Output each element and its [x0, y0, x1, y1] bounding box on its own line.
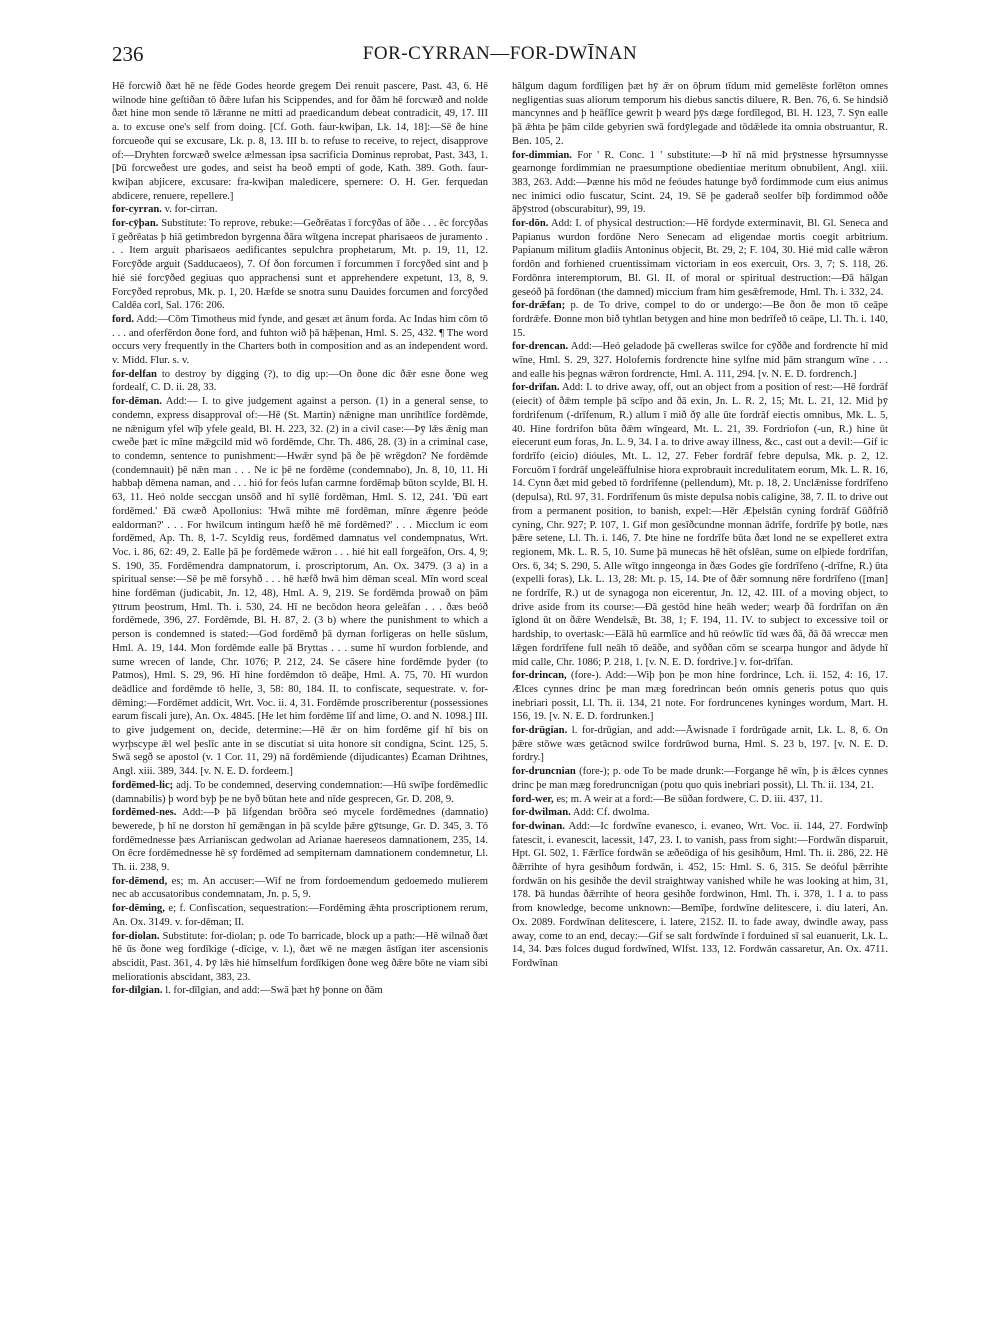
dictionary-entry	[112, 930, 488, 985]
entry-headword: for-drūgian.	[512, 725, 568, 737]
dictionary-entry	[112, 80, 488, 203]
entry-headword: fordēmed-lic;	[112, 779, 174, 791]
entry-text: (fore-). Add:—Wiþ þon þe mon hine fordrince, Lch. ii. 152, 4: 16, 17. Ælces cynnes drinc þe man mæg foredrincan beón omnis generis potus quo quis inebriari possit, Ll. Th. ii. 134, 21 note. For fordruncenes kyninges wordum, Mart. H. 156, 19. [v. N. E. D. fordrunken.]	[512, 670, 888, 723]
dictionary-entry	[112, 217, 488, 313]
entry-headword: for-dōn.	[512, 218, 549, 230]
entry-headword: ford-wer,	[512, 793, 554, 805]
dictionary-entry	[512, 820, 888, 971]
entry-headword: for-dēming,	[112, 903, 165, 915]
entry-text: v. for-cirran.	[164, 204, 218, 216]
entry-headword: for-cȳþan.	[112, 218, 159, 230]
dictionary-entry	[512, 149, 888, 218]
entry-text: hālgum dagum fordīligen þæt hȳ ǣr on ōþrum tīdum mid gemelēste forlēton omnes negligentias suas aliorum temporum his diebus sanctis diluere, R. Ben. 76, 6. Se hindsið mancynnes and þ heāflīce gewrit þ weard þȳs dæge fordīlegod, Bl. H. 123, 7. Sȳn ealle þā ǣhta þe þām cilde gebyrien swā fordȳlegade and tōdǣlede ita omnia obstruantur, R. Ben. 105, 2.	[512, 81, 888, 147]
dictionary-entry	[512, 80, 888, 149]
dictionary-entry	[112, 395, 488, 779]
entry-text: Add:—Þ þā lifgendan brōðra seó mycele fordēmednes (damnatio) bewerede, þ hī ne dorston hī gemǣngan in þā scylde þǣre gȳtsunge, Gr. D. 345, 3. Tō fordēmednesse þæs Arrianiscan gedwolan ad Arianae haereseos damnationem, 235, 14. On ēcre fordēmednesse hē sȳ fordēmed ad sempiternam damnationem condemnetur, Ll. Th. ii. 238, 9.	[112, 807, 488, 874]
entry-headword: for-drincan,	[512, 670, 567, 682]
page-header	[112, 42, 888, 66]
right-column	[512, 80, 888, 1310]
dictionary-entry	[112, 984, 488, 998]
entry-text: e; f. Confiscation, sequestration:—Fordēming ǣhta proscriptionem rerum, An. Ox. 3149. v. for-dēman; II.	[112, 903, 488, 928]
page-number: 236	[112, 42, 144, 66]
entry-headword: ford.	[112, 313, 135, 325]
entry-headword: for-diolan.	[112, 930, 160, 942]
entry-headword: for-drīfan.	[512, 382, 560, 394]
entry-headword: for-delfan	[112, 368, 157, 380]
entry-text: l. for-drūgian, and add:—Āwisnade ī fordrūgade arnit, Lk. L. 8, 6. On þǣre stōwe wæs getācnod swilce fordrūwod burna, Hml. S. 23 b, 197. [v. N. E. D. fordry.]	[512, 725, 888, 764]
entry-text: Add:—Ic fordwīne evanesco, i. evaneo, Wrt. Voc. ii. 144, 27. Fordwīnþ fatescit, i. evanescit, lacessit, 147, 23. I. to vanish, pass from sight:—Fordwān disparuit, Hpt. Gl. 502, 1. Fǣrlīce fordwān se æðeōdiga of his gesihðum, Hml. Th. ii. 286, 22. Hē ðǣrrihte of hyra gesihðum fordwān, i. 452, 15: Hml. S. 6, 315. Se deóful þǣrrihte fordwān on his gesihðe the devil straightway vanished while he was looking at him, 31, 178. Þā hundas ðǣrrihte of heora gesihðe fordwinon, Hml. Th. i. 378, 1. I a. to pass from knowledge, become unknown:—Bemīþe, fordwīne delitescere, i. diu lateri, An. Ox. 2089. Fordwīnan delitescere, i. latere, 2152. II. to fade away, dwindle away, pass away, come to an end, decay:—Gif se salt fordwīnde ī forduined sī sal euanuerit, Lk. L. 14, 34. Þæs folces dugud fordwīned, Wlfst. 133, 12. Fordwān cassaretur, An. Ox. 4711. Fordwīnan	[512, 820, 888, 969]
dictionary-entry	[512, 806, 888, 820]
entry-text: Add: I. to drive away, off, out an object from a position of rest:—Hē fordrāf (eiecit) of ðǣm temple þā scīpo and ðā exin, Jn. L. R. 2, 15; Mt. L. 21, 12. Mid þȳ fordrifenum (-drīfenum, R.) allum ī mið ðȳ alle ūte fordrāf eiectis omnibus, Mk. L. 5, 40. Hine fordrifon būta ðǣm wīngeard, Mt. L. 21, 39. Fordriofon (-un, R.) hine ūt eiecerunt eum foras, Jn. L. 9, 34. I a. to drive away illness, &c., cast out a devil:—Gif ic fordrīfo (eicio) dióules, Mt. L. 12, 27. Feber fordrāf febre depulsa, Mk. p. 2, 12. Forcuōm ī fordrāf ungeleāffulnise hiora exprobrauit incredulitatem eorum, Mk. L. R. 16, 14. Cynn ðæt mid gebed tō fordrīfenne (pellendum), Mt. p. 18, 2. Unclǣnisse fordrīfeno (depulsa), Rtl. 97, 31. Fordrīfenum ūs miste depulsa nobis caligine, 38, 7. II. to drive out from a permanent position, to banish, expel:—Hēr Æþelstān cyning fordrāf Gūðfrið cyning, Chr. 927; P. 107, 1. Gif mon gesīðcundne monnan ādrīfe, fordrīfe þȳ botle, næs þǣre setene, Ll. Th. i. 146, 7. Þte hine ne fordrīfe būta ðæt lond ne se expelleret extra regionem, Mk. L. R. 5, 10. Sume þā munecas hē hēt ofslēan, sume on elþiede fordrīfan, Ors. 6, 34; S. 290, 5. Alle wītgo inngeonga in ðæs Godes gīe fordrīfeno (-drīfne, R.) ūta (expelli foras), Lk. L. 13, 28: Mt. p. 15, 14. Þte of ðǣr somnung nēre fordrīfeno ([man] ne fordrīfe, R.) ut de synagoga non eicerentur, Jn. 12, 42. III. of a moving object, to drive aside from its course:—Ðā gestōd hine heāh weder; wearþ ðā fordrīfan on ǣn īglond ūt on ðǣre Wendelsǣ, Bt. 38, 1; F. 194, 11. IV. to subject to excessive toil or hardship, to overtask:—Eālā hū earmlīce and hū reówlīc tīd wæs ðā, ðā ðā wreccæ men lǣgen fordrīfene full neāh tō deāðe, and syððan cōm se scearpa hungor and ādyde hī mid calle, Chr. 1086; P. 218, 1. [v. N. E. D. fordrive.] v. for-drīfan.	[512, 382, 888, 668]
entry-text: Add: Cf. dwolma.	[572, 807, 650, 819]
entry-headword: for-dīlgian.	[112, 985, 163, 997]
entry-text: p. de To drive, compel to do or undergo:—Be ðon ðe mon tō ceāpe fordrǣfe. Ðonne mon bið tyhtlan betygen and hine mon bedrīfeð tō ceāpe, Ll. Th. i. 140, 15.	[512, 300, 888, 339]
dictionary-entry	[512, 765, 888, 792]
entry-headword: for-drencan.	[512, 341, 569, 353]
entry-text: (fore-); p. ode To be made drunk:—Forgange hē wīn, þ is ǣlces cynnes drinc þe man mæg foredruncnigan (potu quo quis inebriari possit), Ll. Th. ii. 134, 21.	[512, 766, 888, 791]
dictionary-entry	[112, 203, 488, 217]
entry-headword: for-druncnian	[512, 766, 576, 778]
dictionary-entry	[512, 340, 888, 381]
entry-text: Add:— I. to give judgement against a person. (1) in a general sense, to condemn, express disapproval of:—Hē (St. Martin) nǣnigne man unrihtlīce fordēmde, ne nǣnigum yfel wīþ yfele geald, Bl. H. 223, 32. (2) in a civil case:—Þȳ lǣs ǣnig man cweðe þæt ic mīne mǣgcild mid wō fordēmde, Chr. Th. 486, 28. (3) in a criminal case, to condemn, sentence to punishment:—Hwǣr synd þā ðe þē wrēgdon? Ne fordēmde (condemnauit) þē nǣn man . . . Ne ic þē ne fordēme (condemnabo), Jn. 8, 10, 11. Hi habbaþ dēmena naman, and . . . hió for feós lufan carmne fordēmaþ būton scylde, Bl. H. 63, 11. Heó nolde seccgan unsōð and hī syllē fordēman, Hml. S. 12, 241. 'Ðū eart fordēmed.' Ðā cwæð Apollonius: 'Hwā mihte mē fordēman, mīnre ǣgenre þeóde ealdorman?' . . . For hwilcum intingum hæfð hē mē fordēmed?' . . . Micclum ic eom fordēmed, Ap. Th. 8, 1-7. Scyldig reus, fordēmed damnatus vel condempnatus, Wrt. Voc. i. 86, 62: 49, 2. Ealle þā þe fordēmede wǣron . . . hié hit eall forgeāfon, Ors. 4, 9; S. 190, 35. Fordēmendra dampnatorum, i. proscriptorum, An. Ox. 3479. (3 a) in a spiritual sense:—Sē þe mē forsyhð . . . hē hæfð hwā him dēman sceal. Mīn word sceal hine fordēman (judicabit, Jn. 12, 48), Hml. A. 9, 219. Se fordēmda þrowað on þām ȳttrum þeostrum, Hml. Th. i. 530, 24. Hī ne becōdon heora geleāfan . . . ðæs beóð fordēmede, 396, 27. Fordēmde, Bl. H. 87, 2. (3 b) where the punishment to which a person is condemned is stated:—God fordēmð þā dyrnan forligeras on helle sūslum, Hml. A. 19, 144. Mon fordēmde ealle þā Bryttas . . . sume hī wurdon forblende, and sume wrecen of lande, Chr. 1076; P. 212, 24. Se cāsere hine fordēmde þyder (to Patmos), Hml. S. 29, 96. Hī hine fordēmdon tō deāþe, Hml. A. 75, 70. Hī wurdon deādlice and fordēmde tō helle, 3, 58: 80, 184. II. to confiscate, sequestrate. v. for-dēming:—Fordēmet addicit, Wrt. Voc. ii. 4, 31. Fordēmde proscriberentur (possessiones earum fiscali jure), An. Ox. 4845. [He let him fordēme līf and lime, O. and N. 1098.] III. to give judgement on, decide, determine:—Hē ǣr on him fordēme gif hī bis on wyrþscype ǣl wel þeslīc ante in se discutiat si uita honore sit condigna, Scint. 125, 5. Swā segð se apostol (v. 1 Cor. 11, 29) nā fordēmiende (dijudicantes) Ēcaman Drihtnes, Angl. xiii. 389, 344. [v. N. E. D. fordeem.]	[112, 396, 488, 778]
running-head: FOR-CYRRAN—FOR-DWĪNAN	[362, 43, 638, 64]
entry-text: Substitute: To reprove, rebuke:—Geðrēatas ī forcȳðas of āðe . . . ēc forcȳðas ī geðrēatas þ hiā getimbredon byrgenna ðāra wītgena increpat pharisaeos de juramento . . . Item arguit pharisaeos aedificantes sepulchra prophetarum, Mt. p. 19, 11, 12. Forcȳðde arguit (Sadducaeos), 7. Of ðon forcumen ī forcummen ī forcȳðed sint and þ hié sié forcȳðed gegiuas quo apprachensi sunt et apprehendere expetunt, 13, 8, 9. Forcȳðed reprobus, Mk. p. 1, 20. Hæfde se snotra sunu Dauides forcumen and forcȳðed Caldēa corl, Sal. 176: 206.	[112, 218, 488, 312]
dictionary-entry	[112, 902, 488, 929]
entry-text: Add:—Cōm Timotheus mid fynde, and gesæt æt ānum forda. Ac Indas him cōm tō . . . and oferfērdon ðone ford, and fuhton wið þā hǣþenan, Hml. S. 25, 432. ¶ The word occurs very frequently in the Charters both in composition and as an independent word. v. Midd. Flur. s. v.	[112, 313, 488, 367]
entry-text: Hē forcwið ðæt hē ne fēde Godes heorde gregem Dei renuit pascere, Past. 43, 6. Hē wilnode hine geſtiðan tō ðǣre lufan his Scippendes, and for ðām hē forcwæð and nolde ðæt hine mon sende tō lǣranne ne mitti ad praedicandum debeat contradicit, 49, 17. III a. to excuse one's self from doing. [Cf. Goth. faur-kwiþan, Lk. 14, 18]:—Sē ðe hine forcueoðe qui se excusare, Lk. p. 8, 13. III b. to refuse to receive, to reject, disapprove of:—Dryhten forcwæð swelce ælmessan ipsa sacrificia Dominus reprobat, Past. 343, 1. [Þū forcweðest ure godes, and seist ha beoð empti of gode, Kath. 389. Goth. faur-kwiþan abjicere, excusare: fra-kwiþan maledicere, spernere: O. H. Ger. ferquedan abdicere, renuere, repellere.]	[112, 81, 488, 202]
entry-text: Substitute: for-diolan; p. ode To barricade, block up a path:—Hē wilnað ðæt hē ūs ðone weg fordīkige (-dīcige, v. l.), ðæt wē ne mægen āstīgan iter ascensionis abscidit, Past. 361, 4. Þȳ lǣs hié hīmselfum fordīkigen ðone weg ðǣre bōte ne viam sibi meliorationis abscidant, 383, 23.	[112, 930, 488, 983]
dictionary-entry	[112, 313, 488, 368]
entry-headword: fordēmed-nes.	[112, 807, 177, 819]
dictionary-entry	[512, 669, 888, 724]
entry-text: For ' R. Conc. 1 ' substitute:—Þ hī nā mid þrȳstnesse hȳrsumnysse gearnonge fordimmian ne praesumptione obedientiae meritum obnubilent, Angl. xiii. 383, 263. Add:—Þænne his mōd ne feóudes hatunge byð fordimmode cum eius animus nec inimici odio fuscatur, Scint. 24, 19. Sē þe gaderað seolfer bīþ fordimmod oððe āþȳstrod (obscurabitur), 99, 19.	[512, 149, 888, 216]
left-column	[112, 80, 488, 1310]
dictionary-entry	[512, 381, 888, 669]
entry-text: es; m. A weir at a ford:—Be sūðan fordwere, C. D. iii. 437, 11.	[556, 793, 823, 805]
dictionary-entry	[512, 793, 888, 807]
dictionary-entry	[512, 299, 888, 340]
dictionary-entry	[112, 779, 488, 806]
entry-text: to destroy by digging (?), to dig up:—On ðone dic ðǣr esne ðone weg fordealf, C. D. ii. 28, 33.	[112, 368, 488, 394]
entry-text: Add:—Heó geladode þā cwelleras swilce for cȳððe and fordrencte hī mid wīne, Hml. S. 29, 327. Holofernis fordrencte hine sylfne mid þām strangum wīne . . . and ealle his þegnas wǣron fordrencte, Hml. A. 111, 294. [v. N. E. D. fordrench.]	[512, 341, 888, 380]
entry-headword: for-dwinan.	[512, 820, 565, 832]
entry-text: es; m. An accuser:—Wif ne from fordoemendum gedoemedo mulierem nec ab accusatoribus condemnatam, Jn. p. 5, 9.	[112, 875, 488, 901]
dictionary-entry	[512, 724, 888, 765]
entry-headword: for-dēman.	[112, 396, 162, 408]
dictionary-entry	[112, 368, 488, 395]
entry-headword: for-cyrran.	[112, 204, 162, 216]
dictionary-entry	[112, 806, 488, 875]
dictionary-entry	[112, 875, 488, 902]
entry-headword: for-dwilman.	[512, 807, 571, 819]
entry-text: adj. To be condemned, deserving condemnation:—Hū swīþe fordēmedlic (damnabilis) þ word byþ þe ne byð būtan hete and nīde gesprecen, Gr. D. 208, 9.	[112, 779, 488, 805]
entry-headword: for-drǣfan;	[512, 300, 566, 312]
entry-headword: for-dēmend,	[112, 875, 168, 887]
entry-text: l. for-dīlgian, and add:—Swā þæt hȳ þonne on ðām	[165, 985, 383, 997]
dictionary-entry	[512, 217, 888, 299]
entry-text: Add: I. of physical destruction:—Hē fordyde exterminavit, Bl. Gl. Seneca and Papianus wurdon fordōne Nero Senecam ad eligendae mortis coegit arbitrium. Papianum militum gladiis Antoninus objecit, Bt. 29, 2; F. 104, 30. Hié mid calle wǣron fordōn and forhiened cruentissimam victoriam in eos exercuit, Ors. 3, 7; S. 118, 26. Fordōnra interemptorum, Bl. Gl. II. of moral or spiritual destruction:—Ðā hālgan geseóð þā fordōnan (the damned) miccium fram him gesǣfremode, Hml. Th. i. 332, 24.	[512, 218, 888, 298]
entry-headword: for-dimmian.	[512, 149, 572, 161]
